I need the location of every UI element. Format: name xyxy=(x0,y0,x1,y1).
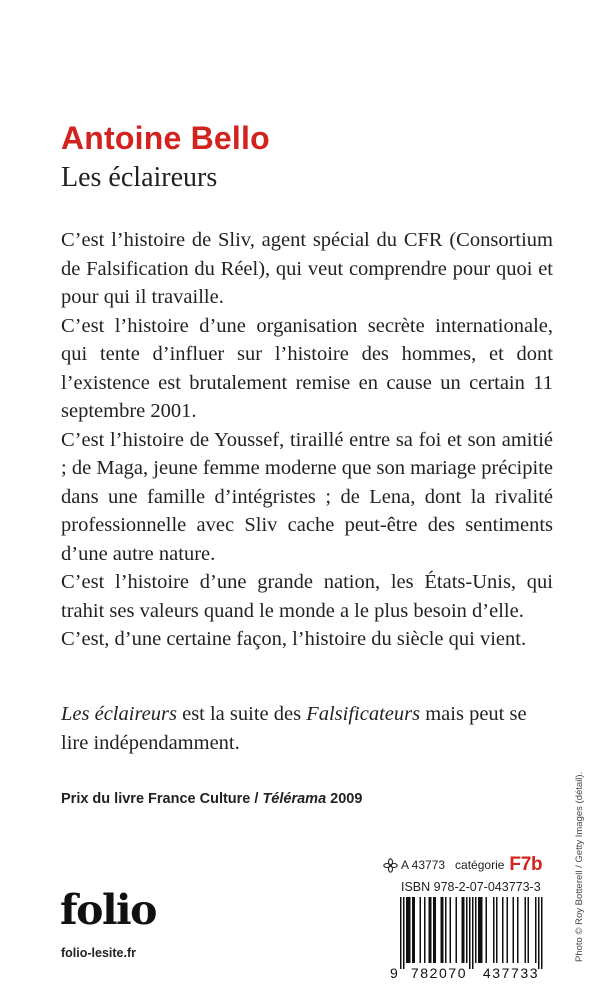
barcode-bar xyxy=(406,897,408,963)
catalog-line xyxy=(383,854,542,876)
barcode-bar xyxy=(441,897,443,963)
barcode-bar xyxy=(408,897,410,963)
summary-paragraph: C’est l’histoire de Youssef, tiraillé entre sa foi et son amitié ; de Maga, jeune femme moderne que son mariage précipite dans une famille d’intégristes ; de Lena, dont la rivalité professionnelle avec Sliv cache peut-être des sentiments d’une autre nature. xyxy=(61,428,553,565)
barcode-bar xyxy=(525,897,527,963)
book-title: Les éclaireurs xyxy=(61,162,218,193)
summary-text xyxy=(61,226,553,654)
barcode-bar xyxy=(472,897,474,969)
barcode-bar xyxy=(400,897,402,969)
barcode-bar xyxy=(528,897,530,963)
barcode xyxy=(390,897,552,969)
prize-year: 2009 xyxy=(326,791,363,807)
barcode-bar xyxy=(517,897,519,963)
catalog-code: A 43773 xyxy=(401,858,446,872)
isbn-number: ISBN 978-2-07-043773-3 xyxy=(401,880,541,894)
barcode-bar xyxy=(456,897,458,963)
photo-credit: Photo © Roy Botterell / Getty Images (détail). xyxy=(574,771,585,962)
barcode-bar xyxy=(513,897,515,963)
barcode-bar xyxy=(450,897,452,963)
prize-magazine: Télérama xyxy=(262,791,327,807)
barcode-bar xyxy=(429,897,431,963)
barcode-bar xyxy=(430,897,432,963)
flower-logo-icon xyxy=(383,858,398,873)
prize-text: Prix du livre France Culture / xyxy=(61,791,263,807)
barcode-bar xyxy=(409,897,411,963)
barcode-bar xyxy=(463,897,465,963)
barcode-bar xyxy=(507,897,509,963)
barcode-bar xyxy=(475,897,477,963)
barcode-bar xyxy=(445,897,447,963)
barcode-digits xyxy=(390,965,552,983)
barcode-bar xyxy=(414,897,416,963)
barcode-bar xyxy=(424,897,426,963)
barcode-first-digit: 9 xyxy=(390,965,398,981)
summary-paragraph: C’est l’histoire de Sliv, agent spécial du CFR (Consortium de Falsification du Réel), qui veut comprendre pour quoi et pour qui il travaille. xyxy=(61,229,553,308)
barcode-bar xyxy=(462,897,464,963)
summary-paragraph: C’est, d’une certaine façon, l’histoire du siècle qui vient. xyxy=(61,628,527,650)
barcode-bar xyxy=(435,897,437,963)
barcode-bar xyxy=(538,897,540,969)
prize-line xyxy=(61,791,362,807)
barcode-bar xyxy=(412,897,414,963)
barcode-group-right: 437733 xyxy=(482,965,540,981)
note-text: est la suite des xyxy=(176,703,307,725)
barcode-bar xyxy=(466,897,468,963)
barcode-bar xyxy=(486,897,488,963)
note-previous-title: Falsificateurs xyxy=(306,703,421,725)
note-text-end: mais peut se lire indépendamment. xyxy=(61,703,527,754)
barcode-bar xyxy=(403,897,405,969)
category-value: F7b xyxy=(509,854,543,875)
note-book-title: Les éclaireurs xyxy=(61,703,177,725)
barcode-group-left: 782070 xyxy=(410,965,468,981)
barcode-bar xyxy=(442,897,444,963)
folio-logo: folio xyxy=(60,886,156,934)
author-name: Antoine Bello xyxy=(61,120,270,156)
barcode-bar xyxy=(480,897,482,963)
barcode-bar xyxy=(493,897,495,963)
category-label: catégorie xyxy=(455,858,505,872)
barcode-bar xyxy=(502,897,504,963)
barcode-bar xyxy=(541,897,543,969)
summary-paragraph: C’est l’histoire d’une organisation secrète internationale, qui tente d’influer sur l’histoire des hommes, et dont l’existence est brutalement remise en cause un certain 11 septembre 2001. xyxy=(61,314,553,422)
barcode-bar xyxy=(469,897,471,969)
barcode-bar xyxy=(496,897,498,963)
summary-paragraph: C’est l’histoire d’une grande nation, les États-Unis, qui trahit ses valeurs quand le monde a le plus besoin d’elle. xyxy=(61,571,553,622)
barcode-bar xyxy=(535,897,537,963)
publisher-website: folio-lesite.fr xyxy=(61,946,137,960)
barcode-bar xyxy=(420,897,422,963)
barcode-bar xyxy=(478,897,480,963)
barcode-bar xyxy=(433,897,435,963)
sequel-note xyxy=(61,700,531,758)
barcode-bar xyxy=(481,897,483,963)
